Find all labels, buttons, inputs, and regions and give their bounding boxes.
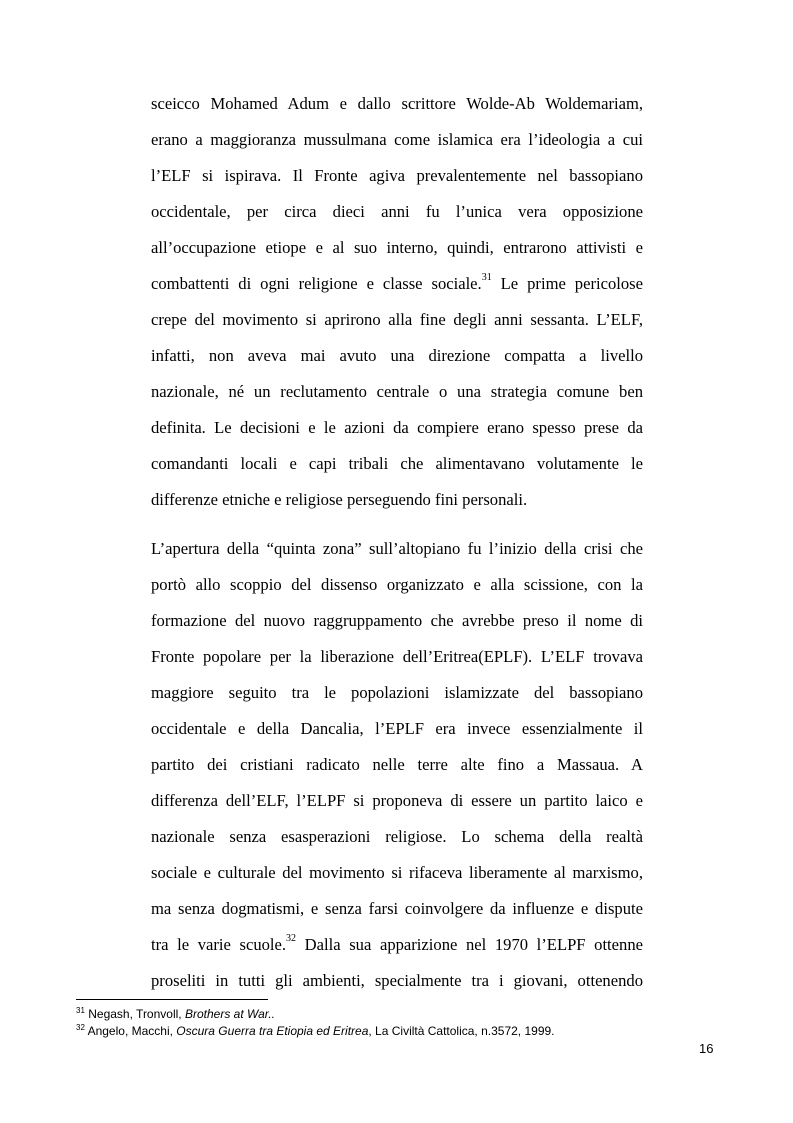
body-line: proseliti in tutti gli ambienti, specialmente tra i giovani, ottenendo (151, 971, 643, 990)
body-line: portò allo scoppio del dissenso organizzato e alla scissione, con la (151, 575, 643, 594)
body-line: ma senza dogmatismi, e senza farsi coinvolgere da influenze e dispute (151, 899, 643, 918)
page-number: 16 (699, 1041, 714, 1056)
body-line: maggiore seguito tra le popolazioni islamizzate del bassopiano (151, 683, 643, 702)
body-line: L’apertura della “quinta zona” sull’altopiano fu l’inizio della crisi che (151, 539, 643, 558)
footnote-ref-31[interactable]: 31 (481, 272, 492, 284)
footnote-text: Angelo, Macchi, (84, 1024, 177, 1038)
body-line: Fronte popolare per la liberazione dell’Eritrea(EPLF). L’ELF trovava (151, 647, 643, 666)
body-line: occidentale e della Dancalia, l’EPLF era invece essenzialmente il (151, 719, 643, 738)
body-line: differenze etniche e religiose perseguendo fini personali. (151, 490, 528, 509)
body-line: sociale e culturale del movimento si rifaceva liberamente al marxismo, (151, 863, 643, 882)
body-text: tra le varie scuole. (151, 935, 287, 954)
body-line-with-footnote-ref (151, 274, 643, 294)
body-text: combattenti di ogni religione e classe sociale. (151, 274, 482, 293)
body-line: formazione del nuovo raggruppamento che avrebbe preso il nome di (151, 611, 643, 630)
body-line-with-footnote-ref (151, 935, 643, 955)
footnote-text: Negash, Tronvoll, (84, 1007, 185, 1021)
body-line: infatti, non aveva mai avuto una direzione compatta a livello (151, 346, 643, 365)
footnote-31 (76, 1007, 275, 1021)
body-line: l’ELF si ispirava. Il Fronte agiva prevalentemente nel bassopiano (151, 166, 643, 185)
body-line: occidentale, per circa dieci anni fu l’unica vera opposizione (151, 202, 643, 221)
body-line: nazionale senza esasperazioni religiose. Lo schema della realtà (151, 827, 643, 846)
body-line: comandanti locali e capi tribali che alimentavano volutamente le (151, 454, 643, 473)
body-line: all’occupazione etiope e al suo interno, quindi, entrarono attivisti e (151, 238, 643, 257)
footnote-ref-32[interactable]: 32 (286, 933, 297, 945)
footnote-title: Brothers at War.. (184, 1007, 275, 1021)
body-line: sceicco Mohamed Adum e dallo scrittore Wolde-Ab Woldemariam, (151, 94, 643, 113)
body-line: nazionale, né un reclutamento centrale o una strategia comune ben (151, 382, 643, 401)
body-text: Le prime pericolose (491, 274, 643, 293)
body-line: definita. Le decisioni e le azioni da compiere erano spesso prese da (151, 418, 643, 437)
footnote-separator (76, 999, 268, 1000)
footnote-number: 32 (76, 1023, 85, 1032)
body-text: Dalla sua apparizione nel 1970 l’ELPF ottenne (296, 935, 643, 954)
footnote-32 (76, 1024, 555, 1038)
body-line: crepe del movimento si aprirono alla fine degli anni sessanta. L’ELF, (151, 310, 643, 329)
body-line: erano a maggioranza mussulmana come islamica era l’ideologia a cui (151, 130, 643, 149)
body-line: partito dei cristiani radicato nelle terre alte fino a Massaua. A (151, 755, 643, 774)
footnote-number: 31 (76, 1006, 85, 1015)
body-line: differenza dell’ELF, l’ELPF si proponeva di essere un partito laico e (151, 791, 643, 810)
footnote-text: , La Civiltà Cattolica, n.3572, 1999. (368, 1024, 555, 1038)
footnote-title: Oscura Guerra tra Etiopia ed Eritrea (176, 1024, 369, 1038)
